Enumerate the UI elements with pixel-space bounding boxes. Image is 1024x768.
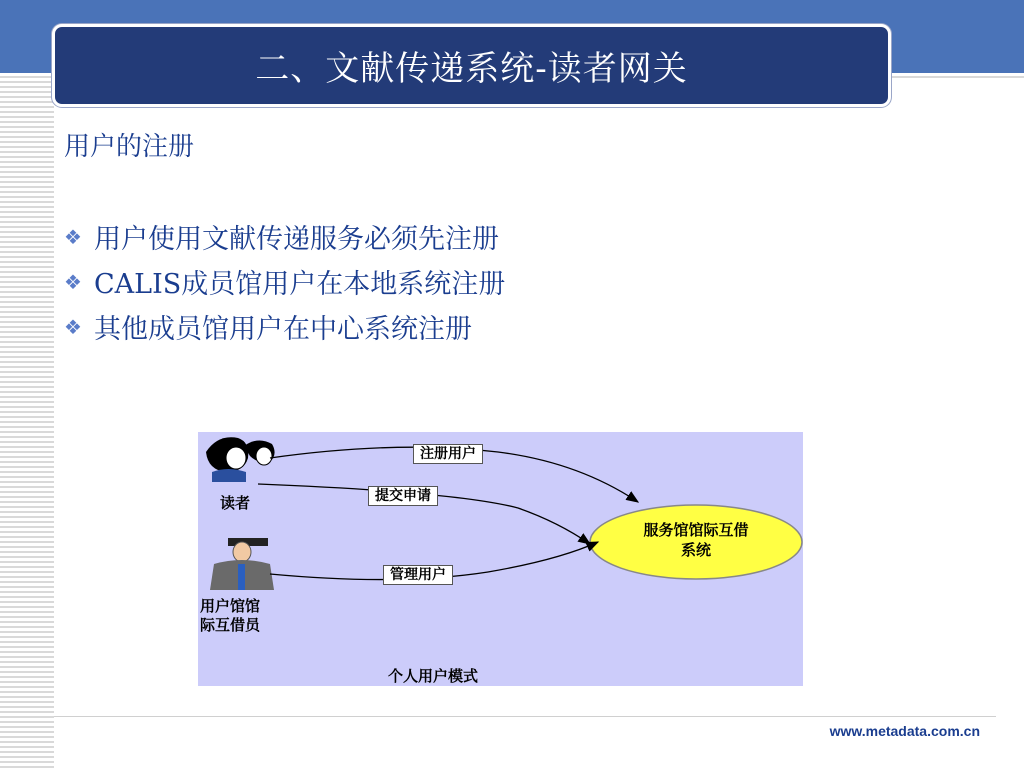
edge-label-manage: 管理用户 <box>383 565 453 585</box>
staff-label-line1: 用户馆馆 <box>200 597 261 615</box>
bullet-list <box>64 214 505 349</box>
diamond-bullet-icon: ❖ <box>64 224 82 249</box>
edge-label-register: 注册用户 <box>413 444 483 464</box>
footer-divider <box>54 716 996 717</box>
bullet-text: 用户使用文献传递服务必须先注册 <box>94 224 499 255</box>
node-label-line2: 系统 <box>680 541 711 559</box>
staff-label-line2: 际互借员 <box>200 616 261 634</box>
user-mode-diagram <box>198 432 803 686</box>
reader-label: 读者 <box>220 494 251 512</box>
bullet-item <box>64 214 505 259</box>
right-stripe-decoration <box>890 73 1024 81</box>
bullet-text: 其他成员馆用户在中心系统注册 <box>94 314 472 345</box>
bullet-item <box>64 259 505 304</box>
left-stripe-decoration <box>0 73 54 768</box>
section-heading: 用户的注册 <box>64 132 195 162</box>
node-label-line1: 服务馆馆际互借 <box>643 521 749 539</box>
edge-label-submit: 提交申请 <box>368 486 438 506</box>
title-box <box>52 24 891 107</box>
footer-url: www.metadata.com.cn <box>829 723 980 739</box>
diagram-caption: 个人用户模式 <box>388 667 479 685</box>
diamond-bullet-icon: ❖ <box>64 269 82 294</box>
slide-title: 二、文献传递系统-读者网关 <box>255 49 688 89</box>
bullet-item <box>64 304 505 349</box>
reader-icon <box>206 437 275 482</box>
diamond-bullet-icon: ❖ <box>64 314 82 339</box>
staff-icon <box>210 538 274 590</box>
bullet-text: CALIS成员馆用户在本地系统注册 <box>94 269 506 300</box>
node-label <box>594 520 798 560</box>
